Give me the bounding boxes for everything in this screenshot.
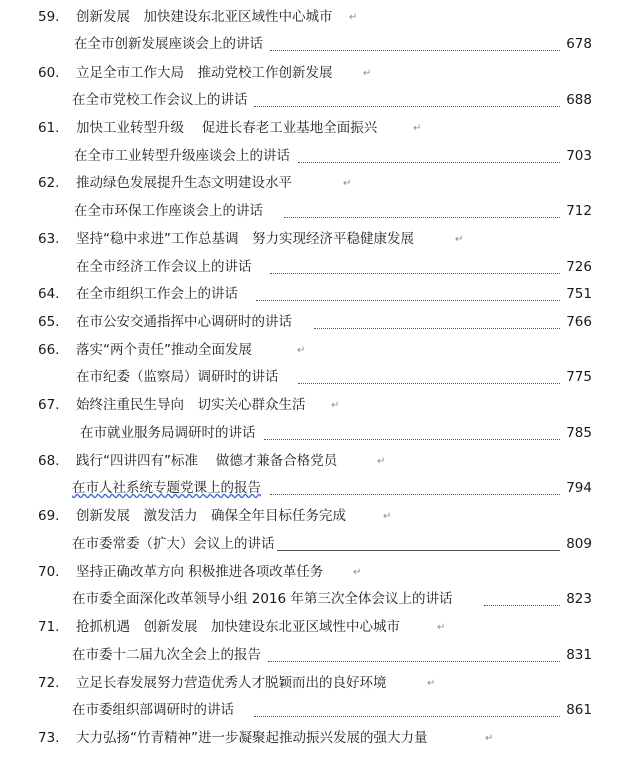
toc-entry-sub[interactable] <box>0 531 618 558</box>
paragraph-mark-icon: ↵ <box>485 733 494 744</box>
entry-title: 坚持正确改革方向 积极推进各项改革任务 <box>76 564 324 580</box>
entry-number: 59. <box>38 9 60 25</box>
entry-number: 61. <box>38 120 60 136</box>
dot-leader <box>298 383 560 384</box>
entry-page-number: 712 <box>564 198 592 225</box>
entry-subtitle: 在市公安交通指挥中心调研时的讲话 <box>76 309 294 336</box>
toc-entry-title <box>0 503 618 530</box>
toc-entry-title <box>0 337 618 364</box>
entry-page-number: 678 <box>564 31 592 58</box>
dot-leader <box>314 328 560 329</box>
entry-subtitle: 在市委十二届九次全会上的报告 <box>72 642 263 669</box>
paragraph-mark-icon: ↵ <box>297 345 306 356</box>
paragraph-mark-icon: ↵ <box>331 400 340 411</box>
toc-entry-sub[interactable] <box>0 143 618 170</box>
dot-leader <box>484 605 560 606</box>
dot-leader <box>284 217 560 218</box>
entry-number: 67. <box>38 397 60 413</box>
entry-page-number: 831 <box>564 642 592 669</box>
paragraph-mark-icon: ↵ <box>427 678 436 689</box>
entry-subtitle: 在全市组织工作会上的讲话 <box>76 281 240 308</box>
dot-leader <box>254 106 560 107</box>
toc-entry-sub[interactable] <box>0 475 618 502</box>
paragraph-mark-icon: ↵ <box>377 456 386 467</box>
toc-entry-sub[interactable] <box>0 198 618 225</box>
entry-title: 立足全市工作大局 推动党校工作创新发展 <box>76 65 333 81</box>
toc-entry-title <box>0 670 618 697</box>
entry-subtitle: 在市委常委（扩大）会议上的讲话 <box>72 531 277 558</box>
entry-page-number: 726 <box>564 254 592 281</box>
toc-entry-sub[interactable] <box>0 254 618 281</box>
entry-subtitle: 在市纪委（监察局）调研时的讲话 <box>76 364 281 391</box>
entry-number: 69. <box>38 508 60 524</box>
paragraph-mark-icon: ↵ <box>353 567 362 578</box>
dot-leader <box>256 300 560 301</box>
paragraph-mark-icon: ↵ <box>363 68 372 79</box>
entry-page-number: 809 <box>564 531 592 558</box>
entry-title: 践行“四讲四有”标准 做德才兼备合格党员 <box>76 453 338 469</box>
entry-page-number: 703 <box>564 143 592 170</box>
dot-leader <box>268 661 560 662</box>
paragraph-mark-icon: ↵ <box>455 234 464 245</box>
entry-number: 71. <box>38 619 60 635</box>
dot-leader <box>270 50 560 51</box>
entry-page-number: 823 <box>564 586 592 613</box>
entry-subtitle: 在市委全面深化改革领导小组 2016 年第三次全体会议上的讲话 <box>72 586 454 613</box>
dot-leader <box>264 439 560 440</box>
toc-entry-single[interactable] <box>0 309 618 336</box>
toc-entry-sub[interactable] <box>0 586 618 613</box>
entry-subtitle: 在全市环保工作座谈会上的讲话 <box>74 198 265 225</box>
toc-entry-title <box>0 725 618 752</box>
paragraph-mark-icon: ↵ <box>413 123 422 134</box>
entry-page-number: 861 <box>564 697 592 724</box>
toc-entry-title <box>0 115 618 142</box>
entry-subtitle: 在全市经济工作会议上的讲话 <box>76 254 254 281</box>
entry-subtitle: 在全市创新发展座谈会上的讲话 <box>74 31 265 58</box>
entry-subtitle: 在全市工业转型升级座谈会上的讲话 <box>74 143 292 170</box>
toc-entry-single[interactable] <box>0 281 618 308</box>
entry-number: 62. <box>38 175 60 191</box>
toc-entry-sub[interactable] <box>0 87 618 114</box>
entry-number: 70. <box>38 564 60 580</box>
entry-page-number: 785 <box>564 420 592 447</box>
paragraph-mark-icon: ↵ <box>437 622 446 633</box>
entry-number: 65. <box>38 314 60 330</box>
entry-number: 72. <box>38 675 60 691</box>
entry-title: 创新发展 激发活力 确保全年目标任务完成 <box>76 508 346 524</box>
entry-title: 坚持“稳中求进”工作总基调 努力实现经济平稳健康发展 <box>76 231 414 247</box>
entry-subtitle: 在全市党校工作会议上的讲话 <box>72 87 250 114</box>
toc-entry-sub[interactable] <box>0 420 618 447</box>
entry-title: 立足长春发展努力营造优秀人才脱颖而出的良好环境 <box>76 675 387 691</box>
entry-number: 63. <box>38 231 60 247</box>
entry-page-number: 751 <box>564 281 592 308</box>
toc-entry-title <box>0 170 618 197</box>
toc-entry-title <box>0 392 618 419</box>
entry-page-number: 688 <box>564 87 592 114</box>
entry-title: 抢抓机遇 创新发展 加快建设东北亚区域性中心城市 <box>76 619 400 635</box>
entry-subtitle: 在市就业服务局调研时的讲话 <box>80 420 258 447</box>
entry-subtitle: 在市委组织部调研时的讲话 <box>72 697 236 724</box>
toc-entry-title <box>0 4 618 31</box>
toc-entry-title <box>0 614 618 641</box>
entry-title: 创新发展 加快建设东北亚区域性中心城市 <box>76 9 333 25</box>
paragraph-mark-icon: ↵ <box>383 511 392 522</box>
entry-number: 66. <box>38 342 60 358</box>
dot-leader <box>270 494 560 495</box>
paragraph-mark-icon: ↵ <box>349 12 358 23</box>
entry-title: 落实“两个责任”推动全面发展 <box>76 342 252 358</box>
toc-entry-title <box>0 448 618 475</box>
dot-leader <box>254 716 560 717</box>
entry-page-number: 794 <box>564 475 592 502</box>
entry-page-number: 775 <box>564 364 592 391</box>
entry-number: 68. <box>38 453 60 469</box>
toc-entry-title <box>0 60 618 87</box>
entry-subtitle: 在市人社系统专题党课上的报告 <box>72 475 263 502</box>
entry-title: 大力弘扬“竹青精神”进一步凝聚起推动振兴发展的强大力量 <box>76 730 428 746</box>
entry-number: 73. <box>38 730 60 746</box>
entry-number: 60. <box>38 65 60 81</box>
entry-title: 始终注重民生导向 切实关心群众生活 <box>76 397 306 413</box>
dot-leader <box>298 162 560 163</box>
entry-page-number: 766 <box>564 309 592 336</box>
toc-entry-title <box>0 226 618 253</box>
toc-entry-title <box>0 559 618 586</box>
entry-title: 推动绿色发展提升生态文明建设水平 <box>76 175 292 191</box>
entry-title: 加快工业转型升级 促进长春老工业基地全面振兴 <box>76 120 378 136</box>
toc-entry-sub[interactable] <box>0 31 618 58</box>
toc-entry-sub[interactable] <box>0 364 618 391</box>
dot-leader <box>270 273 560 274</box>
dot-leader <box>274 550 560 551</box>
entry-number: 64. <box>38 286 60 302</box>
toc-entry-sub[interactable] <box>0 642 618 669</box>
toc-entry-sub[interactable] <box>0 697 618 724</box>
paragraph-mark-icon: ↵ <box>343 178 352 189</box>
